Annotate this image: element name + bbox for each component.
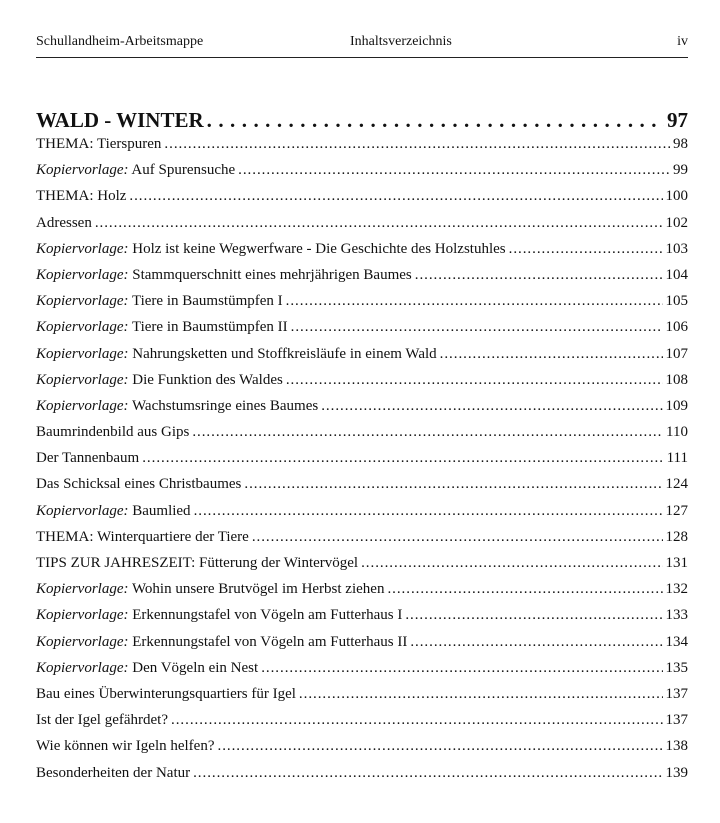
toc-entry-page-number: 103 [665, 240, 688, 257]
toc-entry-text: THEMA: Tierspuren [36, 136, 162, 152]
toc-entry-prefix: Kopiervorlage: [36, 162, 129, 179]
toc-entry-page-number: 132 [665, 581, 688, 598]
toc-entry-prefix: Kopiervorlage: [36, 319, 129, 336]
toc-entry-page-number: 105 [665, 293, 688, 310]
toc-entry [36, 136, 688, 162]
toc-entry-text: Erkennungstafel von Vögeln am Futterhaus I [128, 607, 403, 624]
toc-entry-page-number: 99 [673, 162, 688, 179]
toc-entry-page-number: 106 [665, 319, 688, 336]
dot-leader [321, 398, 662, 415]
toc-entry-page-number: 100 [665, 188, 688, 205]
toc-entry-page-number: 109 [665, 397, 688, 414]
toc-entry-label [36, 424, 189, 441]
toc-entry-text: Tiere in Baumstümpfen II [128, 319, 288, 336]
toc-entry-label [36, 293, 283, 310]
toc-entry-prefix: Kopiervorlage: [36, 607, 129, 624]
toc-entry-page-number: 124 [665, 476, 688, 493]
toc-entry-text: Adressen [36, 214, 92, 231]
toc-entry-text: Tiere in Baumstümpfen I [128, 293, 283, 310]
toc-entry-page-number: 111 [666, 450, 688, 467]
toc-entry-prefix: Kopiervorlage: [36, 345, 129, 362]
toc-entry [36, 765, 688, 791]
toc-entry-label [36, 607, 402, 624]
toc-entry-page-number: 127 [665, 502, 688, 519]
dot-leader [261, 660, 662, 677]
dot-leader [299, 686, 663, 703]
dot-leader [415, 267, 663, 284]
toc-entry [36, 660, 688, 686]
toc-entry-label [36, 555, 358, 572]
toc-entry [36, 529, 688, 555]
toc-entry-text: Nahrungsketten und Stoffkreisläufe in einem Wald [128, 345, 437, 362]
header-rule [36, 57, 688, 58]
header-book-title: Schullandheim-Arbeitsmappe [36, 34, 204, 49]
toc-entry-text: Holz ist keine Wegwerfware - Die Geschichte des Holzstuhles [128, 240, 506, 257]
toc-entry-text: Ist der Igel gefährdet? [36, 712, 169, 729]
toc-entry-prefix: Kopiervorlage: [36, 502, 129, 519]
toc-entry-prefix: Kopiervorlage: [36, 240, 129, 257]
dot-leader [509, 241, 663, 258]
dot-leader [164, 136, 670, 153]
toc-entry-text: Der Tannenbaum [36, 450, 140, 467]
toc-entry-page-number: 107 [665, 345, 688, 362]
toc-entry-text: Baumrindenbild aus Gips [36, 424, 190, 441]
dot-leader [286, 372, 663, 389]
toc-entry-text: Wie können wir Igeln helfen? [36, 738, 215, 755]
dot-leader [193, 765, 662, 782]
toc-entry-label [36, 450, 139, 467]
toc-entry [36, 607, 688, 633]
toc-entry-label [36, 319, 288, 336]
dot-leader [129, 188, 662, 205]
toc-entry [36, 241, 688, 267]
toc-entry-prefix: Kopiervorlage: [36, 659, 129, 676]
toc-entry-page-number: 138 [665, 738, 688, 755]
dot-leader [142, 450, 663, 467]
toc-entry-label [36, 581, 384, 598]
toc-entry-label [36, 476, 241, 493]
toc-entry-text: THEMA: Holz [36, 188, 127, 205]
page-header [36, 34, 688, 54]
toc-entry-page-number: 108 [665, 371, 688, 388]
toc-entry-prefix: Kopiervorlage: [36, 266, 129, 283]
toc-entry [36, 503, 688, 529]
toc-entry-page-number: 104 [665, 266, 688, 283]
dot-leader [440, 346, 663, 363]
toc-entry-label [36, 346, 437, 363]
toc-entry-text: Stammquerschnitt eines mehrjährigen Baumes [128, 266, 412, 283]
toc-entry-label [36, 529, 249, 546]
toc-entry-label [36, 660, 258, 677]
toc-entry [36, 188, 688, 214]
toc-entry-page-number: 131 [665, 555, 688, 571]
dot-leader [291, 319, 663, 336]
toc-entry [36, 738, 688, 764]
toc-entry [36, 555, 688, 581]
toc-entry-text: Wachstumsringe eines Baumes [128, 397, 319, 414]
toc-entry [36, 372, 688, 398]
toc-entry [36, 398, 688, 424]
toc-entry [36, 293, 688, 319]
toc-entry-page-number: 134 [665, 633, 688, 650]
dot-leader [218, 738, 663, 755]
toc-entry-text: Das Schicksal eines Christbaumes [36, 476, 242, 493]
toc-entry-label [36, 686, 296, 703]
toc-entry [36, 634, 688, 660]
dot-leader [361, 555, 662, 572]
toc-entry [36, 686, 688, 712]
section-page-number: 97 [667, 108, 688, 132]
toc-entry-text: TIPS ZUR JAHRESZEIT: Fütterung der Wintervögel [36, 555, 359, 571]
dot-leader [405, 607, 662, 624]
toc-entry-text: Besonderheiten der Natur [36, 764, 191, 781]
toc-entry-prefix: Kopiervorlage: [36, 633, 129, 650]
toc-entry [36, 162, 688, 188]
dot-leader [207, 108, 664, 133]
dot-leader [194, 503, 663, 520]
toc-entry [36, 712, 688, 738]
toc-entry-label [36, 267, 412, 284]
section-title: WALD - WINTER [36, 108, 204, 132]
toc-entry-text: Den Vögeln ein Nest [128, 659, 259, 676]
toc-entry-label [36, 241, 506, 258]
toc-entry-text: Wohin unsere Brutvögel im Herbst ziehen [128, 581, 385, 598]
toc-entry-label [36, 136, 161, 153]
dot-leader [95, 215, 663, 232]
toc-entry-label [36, 503, 191, 520]
dot-leader [244, 476, 662, 493]
table-of-contents [36, 108, 688, 791]
toc-entry-label [36, 162, 235, 179]
toc-entry-label [36, 738, 215, 755]
toc-entry [36, 450, 688, 476]
header-page-number: iv [677, 34, 688, 49]
toc-entry-text: Auf Spurensuche [128, 162, 236, 179]
toc-entry [36, 319, 688, 345]
toc-entry [36, 476, 688, 502]
toc-entry-page-number: 135 [665, 659, 688, 676]
header-section-title: Inhaltsverzeichnis [350, 34, 452, 49]
dot-leader [387, 581, 662, 598]
toc-entry-label [36, 634, 407, 651]
dot-leader [171, 712, 662, 729]
toc-entry-text: THEMA: Winterquartiere der Tiere [36, 528, 249, 545]
toc-entry-prefix: Kopiervorlage: [36, 293, 129, 310]
toc-entry-text: Die Funktion des Waldes [128, 371, 283, 388]
toc-entry-page-number: 137 [665, 712, 688, 729]
toc-entry-page-number: 128 [665, 528, 688, 545]
toc-entry-page-number: 110 [666, 424, 688, 441]
toc-entry-label [36, 188, 126, 205]
toc-entry [36, 215, 688, 241]
toc-entry-label [36, 215, 92, 232]
toc-entry [36, 346, 688, 372]
dot-leader [238, 162, 670, 179]
toc-entry-page-number: 98 [673, 136, 688, 152]
toc-entry-prefix: Kopiervorlage: [36, 397, 129, 414]
toc-entry-text: Bau eines Überwinterungsquartiers für Igel [36, 685, 296, 702]
toc-entry-label [36, 765, 190, 782]
toc-section-heading [36, 108, 688, 136]
dot-leader [252, 529, 663, 546]
toc-entry-prefix: Kopiervorlage: [36, 581, 129, 598]
toc-entry-text: Baumlied [128, 502, 191, 519]
toc-entry [36, 424, 688, 450]
toc-entry-label [36, 372, 283, 389]
toc-entry-text: Erkennungstafel von Vögeln am Futterhaus II [128, 633, 408, 650]
toc-entry-label [36, 398, 318, 415]
toc-entry-page-number: 137 [665, 685, 688, 702]
toc-entry-page-number: 133 [665, 607, 688, 624]
toc-entry [36, 267, 688, 293]
dot-leader [192, 424, 663, 441]
toc-entry-page-number: 139 [665, 764, 688, 781]
toc-entry [36, 581, 688, 607]
toc-entry-prefix: Kopiervorlage: [36, 371, 129, 388]
dot-leader [286, 293, 663, 310]
toc-entry-page-number: 102 [665, 214, 688, 231]
dot-leader [410, 634, 662, 651]
toc-entry-list [36, 136, 688, 791]
toc-entry-label [36, 712, 168, 729]
